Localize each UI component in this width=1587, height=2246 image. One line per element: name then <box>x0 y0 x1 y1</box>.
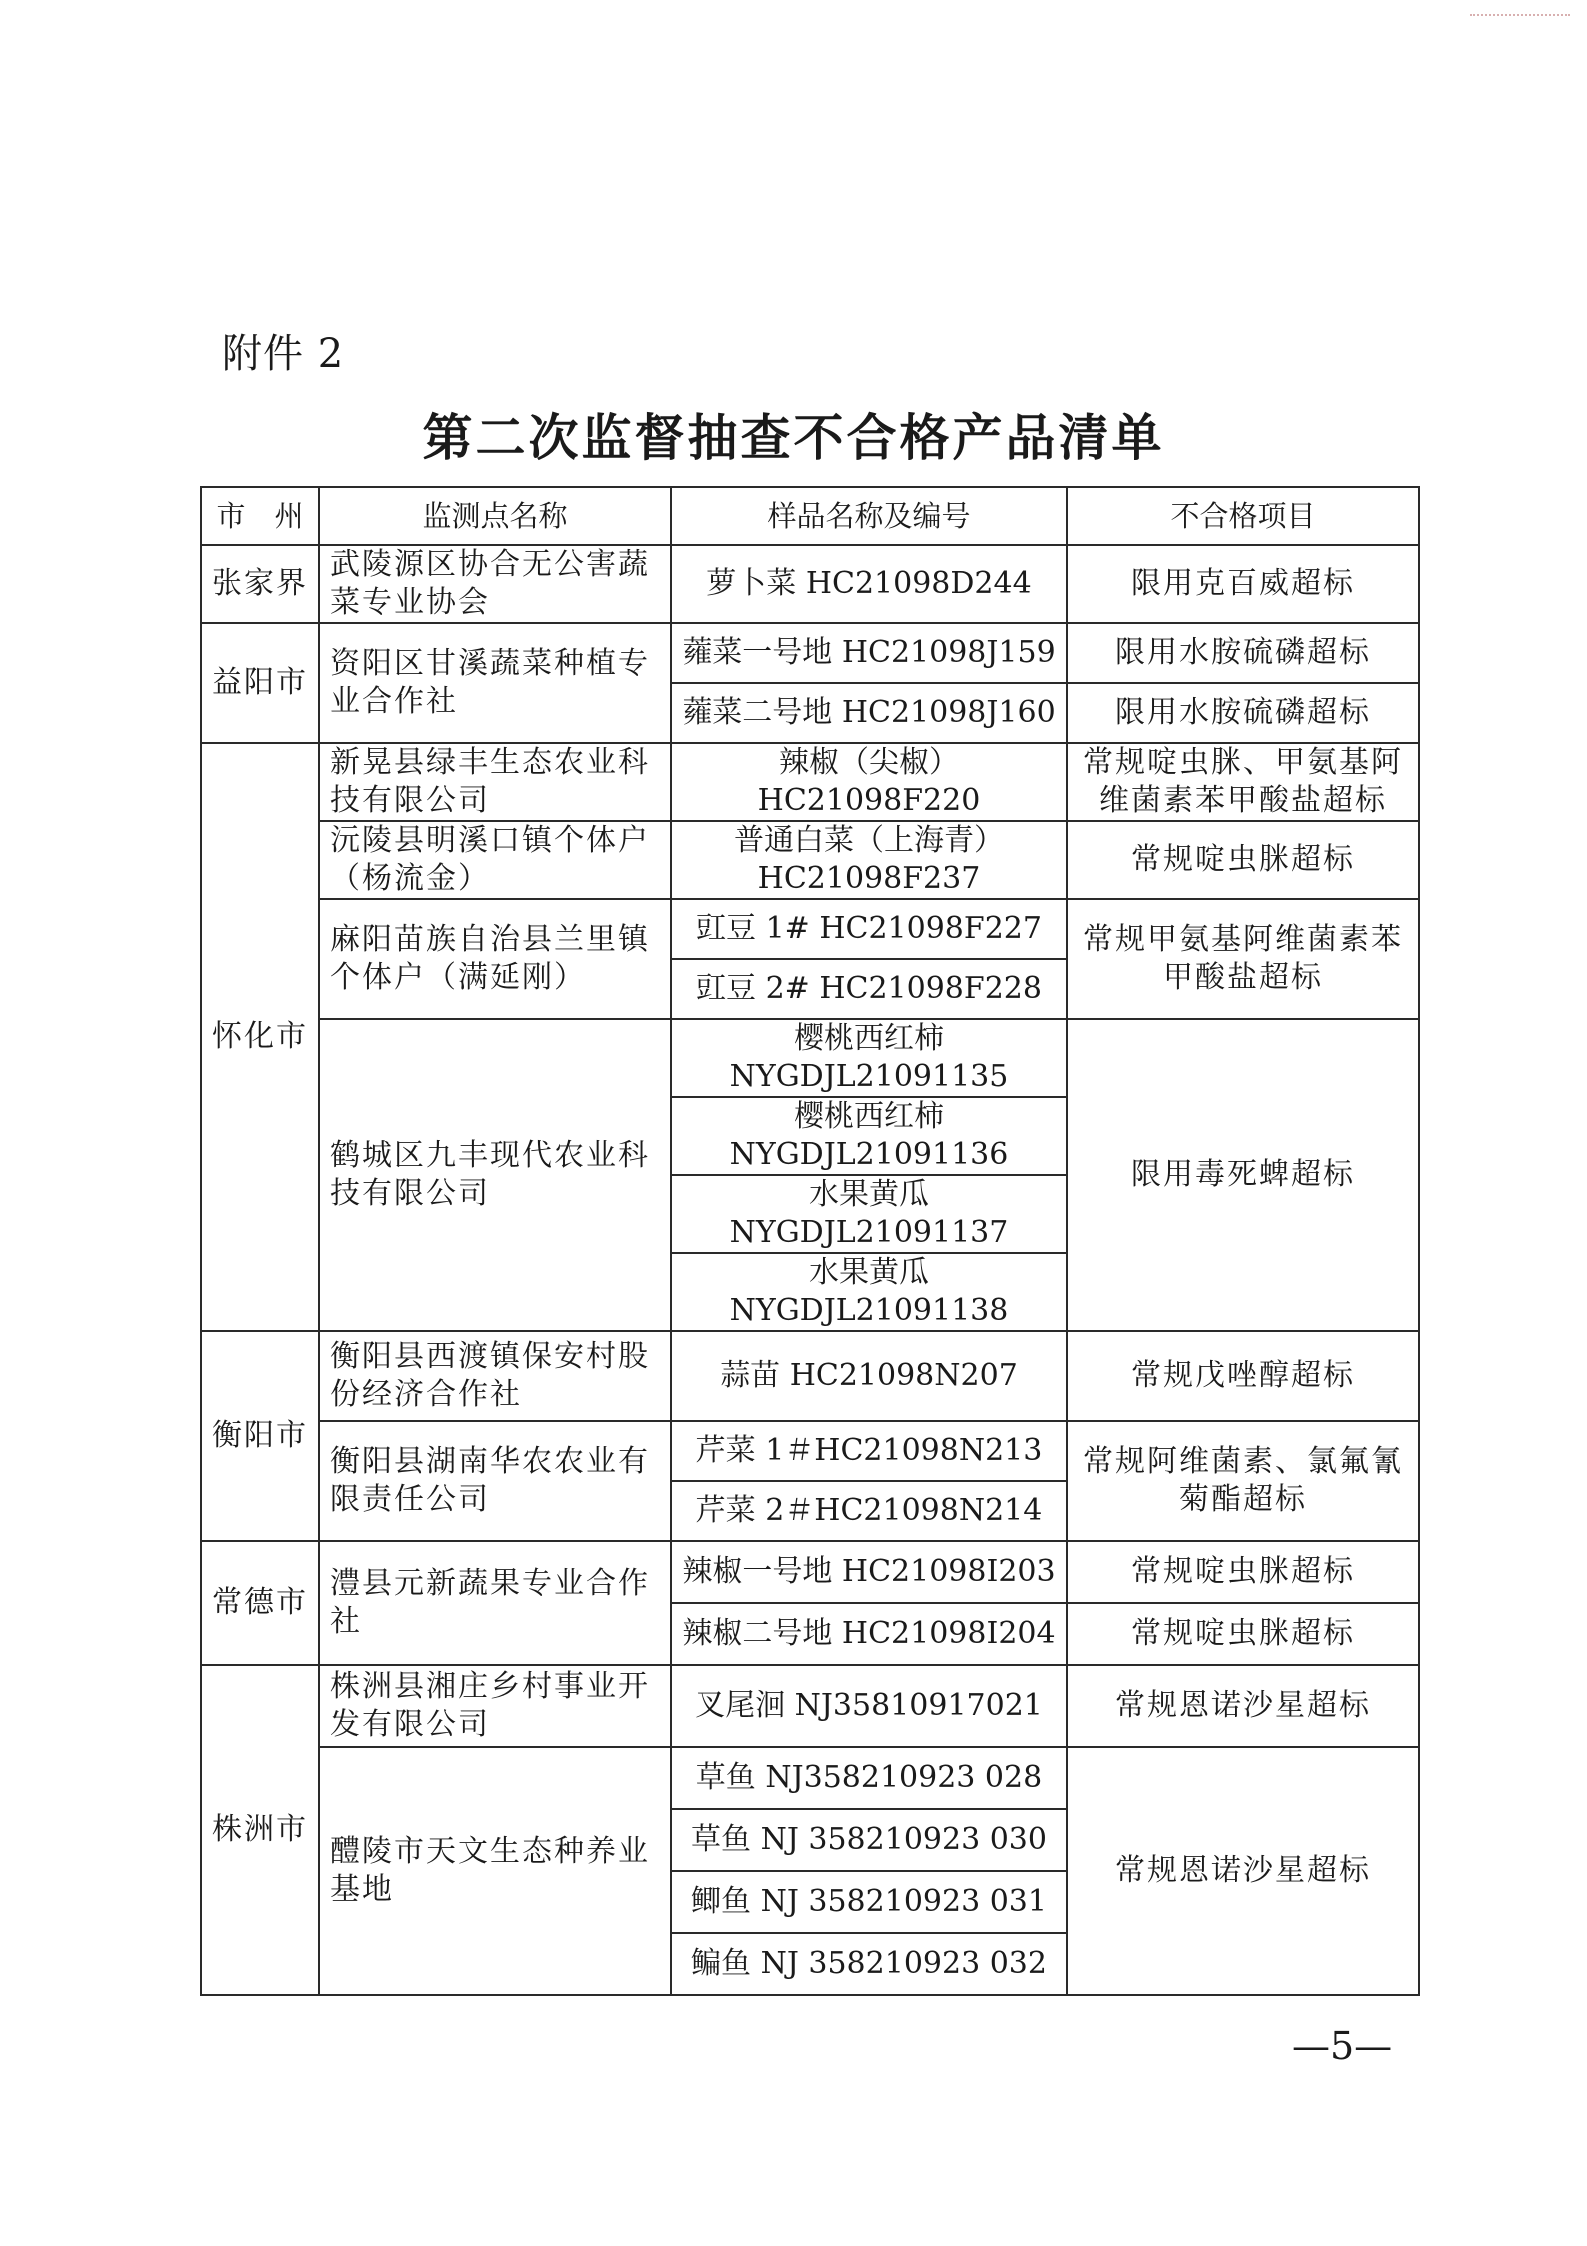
fail-item-cell: 常规阿维菌素、氯氟氰菊酯超标 <box>1067 1421 1419 1541</box>
sample-cell: 蕹菜一号地 HC21098J159 <box>671 623 1067 683</box>
fail-item-cell: 常规戊唑醇超标 <box>1067 1331 1419 1421</box>
city-cell: 怀化市 <box>201 743 319 1331</box>
city-cell: 衡阳市 <box>201 1331 319 1541</box>
fail-item-cell: 常规啶虫脒超标 <box>1067 1541 1419 1603</box>
table-row <box>201 545 1419 623</box>
fail-item-cell: 限用水胺硫磷超标 <box>1067 683 1419 743</box>
table-row <box>201 1331 1419 1421</box>
site-cell: 新晃县绿丰生态农业科技有限公司 <box>319 743 671 821</box>
fail-item-cell: 常规恩诺沙星超标 <box>1067 1747 1419 1995</box>
sample-cell: 蕹菜二号地 HC21098J160 <box>671 683 1067 743</box>
sample-cell: 叉尾洄 NJ35810917021 <box>671 1665 1067 1747</box>
site-cell: 株洲县湘庄乡村事业开发有限公司 <box>319 1665 671 1747</box>
sample-cell: 芹菜 2＃HC21098N214 <box>671 1481 1067 1541</box>
header-sample: 样品名称及编号 <box>671 487 1067 545</box>
page-title: 第二次监督抽查不合格产品清单 <box>422 408 1165 467</box>
table-row <box>201 743 1419 821</box>
site-cell: 醴陵市天文生态种养业基地 <box>319 1747 671 1995</box>
table-row <box>201 1665 1419 1747</box>
sample-cell: 蒜苗 HC21098N207 <box>671 1331 1067 1421</box>
nonconforming-products-table <box>200 486 1420 1996</box>
fail-item-cell: 常规啶虫脒、甲氨基阿维菌素苯甲酸盐超标 <box>1067 743 1419 821</box>
sample-cell: 豇豆 2# HC21098F228 <box>671 959 1067 1019</box>
fail-item-cell: 常规啶虫脒超标 <box>1067 821 1419 899</box>
fail-item-cell: 常规甲氨基阿维菌素苯甲酸盐超标 <box>1067 899 1419 1019</box>
fail-item-cell: 常规恩诺沙星超标 <box>1067 1665 1419 1747</box>
fail-item-cell: 限用克百威超标 <box>1067 545 1419 623</box>
city-cell: 益阳市 <box>201 623 319 743</box>
sample-cell: 辣椒（尖椒）HC21098F220 <box>671 743 1067 821</box>
sample-cell: 豇豆 1# HC21098F227 <box>671 899 1067 959</box>
sample-cell: 樱桃西红柿 NYGDJL21091136 <box>671 1097 1067 1175</box>
annex-label: 附件 2 <box>222 331 345 377</box>
sample-cell: 萝卜菜 HC21098D244 <box>671 545 1067 623</box>
sample-cell: 普通白菜（上海青）HC21098F237 <box>671 821 1067 899</box>
city-cell: 株洲市 <box>201 1665 319 1995</box>
table-row <box>201 899 1419 959</box>
sample-cell: 芹菜 1＃HC21098N213 <box>671 1421 1067 1481</box>
table-row <box>201 1421 1419 1481</box>
site-cell: 澧县元新蔬果专业合作社 <box>319 1541 671 1665</box>
sample-cell: 草鱼 NJ 358210923 030 <box>671 1809 1067 1871</box>
sample-cell: 草鱼 NJ358210923 028 <box>671 1747 1067 1809</box>
sample-cell: 鲫鱼 NJ 358210923 031 <box>671 1871 1067 1933</box>
fail-item-cell: 限用毒死蜱超标 <box>1067 1019 1419 1331</box>
fail-item-cell: 限用水胺硫磷超标 <box>1067 623 1419 683</box>
sample-cell: 水果黄瓜 NYGDJL21091137 <box>671 1175 1067 1253</box>
table-header-row <box>201 487 1419 545</box>
city-cell: 张家界 <box>201 545 319 623</box>
site-cell: 衡阳县湖南华农农业有限责任公司 <box>319 1421 671 1541</box>
header-city: 市 州 <box>201 487 319 545</box>
header-fail-item: 不合格项目 <box>1067 487 1419 545</box>
table-row <box>201 1019 1419 1097</box>
city-cell: 常德市 <box>201 1541 319 1665</box>
table-row <box>201 623 1419 683</box>
sample-cell: 水果黄瓜 NYGDJL21091138 <box>671 1253 1067 1331</box>
sample-cell: 辣椒二号地 HC21098I204 <box>671 1603 1067 1665</box>
table-row <box>201 821 1419 899</box>
site-cell: 沅陵县明溪口镇个体户（杨流金） <box>319 821 671 899</box>
site-cell: 麻阳苗族自治县兰里镇个体户（满延刚） <box>319 899 671 1019</box>
header-site: 监测点名称 <box>319 487 671 545</box>
sample-cell: 樱桃西红柿 NYGDJL21091135 <box>671 1019 1067 1097</box>
sample-cell: 鳊鱼 NJ 358210923 032 <box>671 1933 1067 1995</box>
fail-item-cell: 常规啶虫脒超标 <box>1067 1603 1419 1665</box>
table-row <box>201 1747 1419 1809</box>
site-cell: 资阳区甘溪蔬菜种植专业合作社 <box>319 623 671 743</box>
site-cell: 鹤城区九丰现代农业科技有限公司 <box>319 1019 671 1331</box>
site-cell: 衡阳县西渡镇保安村股份经济合作社 <box>319 1331 671 1421</box>
table-row <box>201 1541 1419 1603</box>
sample-cell: 辣椒一号地 HC21098I203 <box>671 1541 1067 1603</box>
page-number: —5— <box>1292 2024 1393 2068</box>
scan-mark <box>1470 14 1570 18</box>
site-cell: 武陵源区协合无公害蔬菜专业协会 <box>319 545 671 623</box>
